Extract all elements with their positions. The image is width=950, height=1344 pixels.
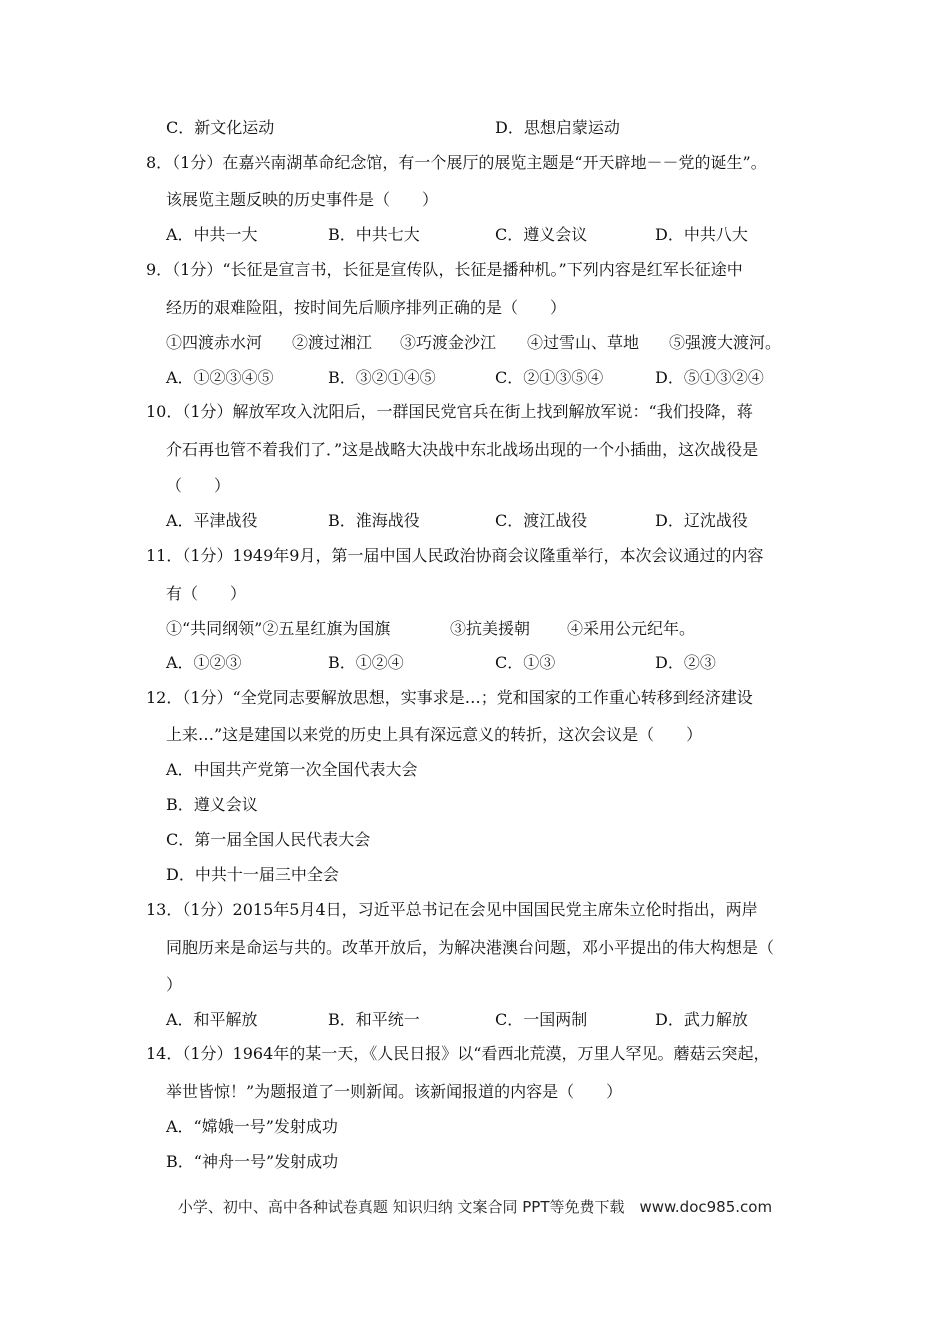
question-14-option-a: A．“嫦娥一号”发射成功	[166, 1117, 338, 1136]
question-10-option-b: B．淮海战役	[328, 511, 420, 530]
question-11-stem: 有（ ）	[166, 584, 247, 603]
question-8-option-d: D．中共八大	[655, 225, 748, 244]
question-9-item: ⑤强渡大渡河。	[669, 333, 782, 352]
question-9-option-d: D．⑤①③②④	[655, 368, 764, 387]
question-11-option-c: C．①③	[495, 653, 556, 672]
question-8-stem: 该展览主题反映的历史事件是（ ）	[166, 190, 439, 209]
question-13-stem: 13．（1分）2015年5月4日，习近平总书记在会见中国国民党主席朱立伦时指出，两岸	[146, 900, 758, 919]
question-11-option-b: B．①②④	[328, 653, 404, 672]
question-11-item: ④采用公元纪年。	[567, 619, 696, 638]
question-13-stem: 同胞历来是命运与共的。改革开放后，为解决港澳台问题，邓小平提出的伟大构想是（	[166, 938, 775, 957]
question-9-option-c: C．②①③⑤④	[495, 368, 604, 387]
question-9-option-b: B．③②①④⑤	[328, 368, 436, 387]
question-11-option-d: D．②③	[655, 653, 716, 672]
question-9-option-a: A．①②③④⑤	[166, 368, 274, 387]
question-9-stem: 9．（1分）“长征是宣言书，长征是宣传队，长征是播种机。”下列内容是红军长征途中	[146, 260, 743, 279]
question-13-option-b: B．和平统一	[328, 1010, 420, 1029]
question-10-stem: 10．（1分）解放军攻入沈阳后，一群国民党官兵在街上找到解放军说：“我们投降，蒋	[146, 402, 753, 421]
question-11-stem: 11．（1分）1949年9月，第一届中国人民政治协商会议隆重举行，本次会议通过的内容	[146, 546, 764, 565]
question-12-option-d: D．中共十一届三中全会	[166, 865, 339, 884]
question-10-stem: （ ）	[166, 476, 231, 495]
question-14-stem: 举世皆惊！”为题报道了一则新闻。该新闻报道的内容是（ ）	[166, 1082, 623, 1101]
question-13-option-d: D．武力解放	[655, 1010, 748, 1029]
page-footer[interactable]: 小学、初中、高中各种试卷真题 知识归纳 文案合同 PPT等免费下载 www.doc985.com	[177, 1198, 773, 1216]
question-13-option-a: A．和平解放	[166, 1010, 258, 1029]
question-12-option-a: A．中国共产党第一次全国代表大会	[166, 760, 418, 779]
question-9-item: ①四渡赤水河	[166, 333, 263, 352]
option-d: D．思想启蒙运动	[495, 118, 620, 137]
question-11-option-a: A．①②③	[166, 653, 242, 672]
question-9-item: ②渡过湘江	[292, 333, 373, 352]
question-11-item: ①“共同纲领”②五星红旗为国旗	[166, 619, 391, 638]
question-10-option-a: A．平津战役	[166, 511, 258, 530]
option-c: C．新文化运动	[166, 118, 275, 137]
question-12-option-b: B．遵义会议	[166, 795, 258, 814]
question-9-item: ③巧渡金沙江	[400, 333, 497, 352]
question-11-item: ③抗美援朝	[450, 619, 531, 638]
question-8-option-c: C．遵义会议	[495, 225, 588, 244]
question-9-item: ④过雪山、草地	[527, 333, 640, 352]
question-13-stem: ）	[166, 975, 183, 994]
question-8-option-b: B．中共七大	[328, 225, 420, 244]
question-9-stem: 经历的艰难险阻，按时间先后顺序排列正确的是（ ）	[166, 298, 567, 317]
question-13-option-c: C．一国两制	[495, 1010, 588, 1029]
question-12-stem: 12．（1分）“全党同志要解放思想，实事求是…；党和国家的工作重心转移到经济建设	[146, 688, 753, 707]
question-8-option-a: A．中共一大	[166, 225, 258, 244]
question-14-option-b: B．“神舟一号”发射成功	[166, 1152, 339, 1171]
question-10-option-d: D．辽沈战役	[655, 511, 748, 530]
question-10-stem: 介石再也管不着我们了．”这是战略大决战中东北战场出现的一个小插曲，这次战役是	[166, 440, 759, 459]
question-10-option-c: C．渡江战役	[495, 511, 588, 530]
question-12-option-c: C．第一届全国人民代表大会	[166, 830, 371, 849]
question-8-stem: 8．（1分）在嘉兴南湖革命纪念馆，有一个展厅的展览主题是“开天辟地－－党的诞生”。	[146, 153, 767, 172]
question-14-stem: 14．（1分）1964年的某一天，《人民日报》以“看西北荒漠，万里人罕见。蘑菇云突起，	[146, 1044, 770, 1063]
question-12-stem: 上来…”这是建国以来党的历史上具有深远意义的转折，这次会议是（ ）	[166, 725, 703, 744]
